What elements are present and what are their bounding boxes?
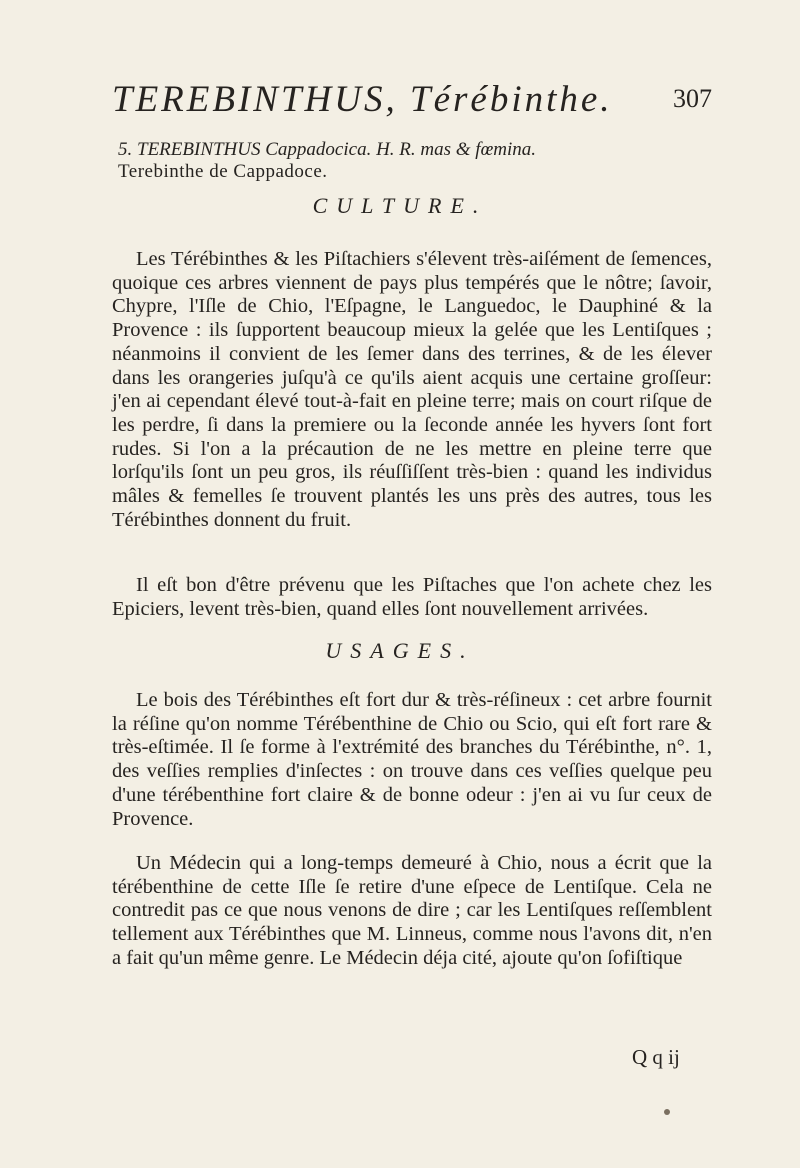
signature-mark: Q q ij — [632, 1045, 680, 1069]
usages-paragraph-1: Le bois des Térébinthes eſt fort dur & très-réſineux : cet arbre fournit la réſine qu'on nomme Térébenthine de Chio ou Scio, qui eſt fort rare & très-eſtimée. Il ſe forme à l'extrémité des branches du Térébinthe, n°. 1, des veſſies remplies d'inſectes : on trouve dans ces veſſies quelque peu d'une térébenthine fort claire & de bonne odeur : j'en ai vu ſur ceux de Provence. — [112, 689, 712, 830]
usages-paragraph-2: Un Médecin qui a long-temps demeuré à Chio, nous a écrit que la térébenthine de cette Iſle ſe retire d'une eſpece de Lentiſque. Cela ne contredit pas ce que nous venons de dire ; car les Lentiſques reſſemblent tellement aux Térébinthes que M. Linneus, comme nous l'avons dit, n'en a fait qu'un même genre. Le Médecin déja cité, ajoute qu'on ſofiſtique — [112, 852, 712, 969]
species-entry — [118, 139, 708, 183]
species-french-name: Terebinthe de Cappadoce. — [118, 161, 328, 182]
culture-paragraph-1: Les Térébinthes & les Piſtachiers s'élevent très-aiſément de ſemences, quoique ces arbres viennent de pays plus tempérés que le nôtre; ſavoir, Chypre, l'Iſle de Chio, l'Eſpagne, le Languedoc, le Dauphiné & la Provence : ils ſupportent beaucoup mieux la gelée que les Lentiſques ; néanmoins il convient de les ſemer dans des terrines, & de les élever dans les orangeries juſqu'à ce qu'ils aient acquis une certaine groſſeur: j'en ai cependant élevé tout-à-fait en pleine terre; mais on court riſque de les perdre, ſi dans la premiere ou la ſeconde année les hyvers ſont fort rudes. Si l'on a la précaution de ne les mettre en pleine terre que lorſqu'ils ſont un peu gros, ils réuſſiſſent très-bien : quand les individus mâles & femelles ſe trouvent plantés les uns près des autres, tous les Térébinthes donnent du fruit. — [112, 248, 712, 531]
page-header — [112, 78, 712, 128]
ink-speck — [664, 1109, 670, 1115]
culture-paragraph-2: Il eſt bon d'être prévenu que les Piſtaches que l'on achete chez les Epiciers, levent très-bien, quand elles ſont nouvellement arrivées. — [112, 574, 712, 620]
running-title: TEREBINTHUS, Térébinthe. — [112, 79, 613, 120]
usages-heading: USAGES. — [325, 638, 475, 663]
species-latin-name: 5. TEREBINTHUS Cappadocica. H. R. mas & fœmina. — [118, 139, 536, 160]
culture-heading: CULTURE. — [312, 193, 488, 218]
page-number: 307 — [673, 84, 712, 113]
